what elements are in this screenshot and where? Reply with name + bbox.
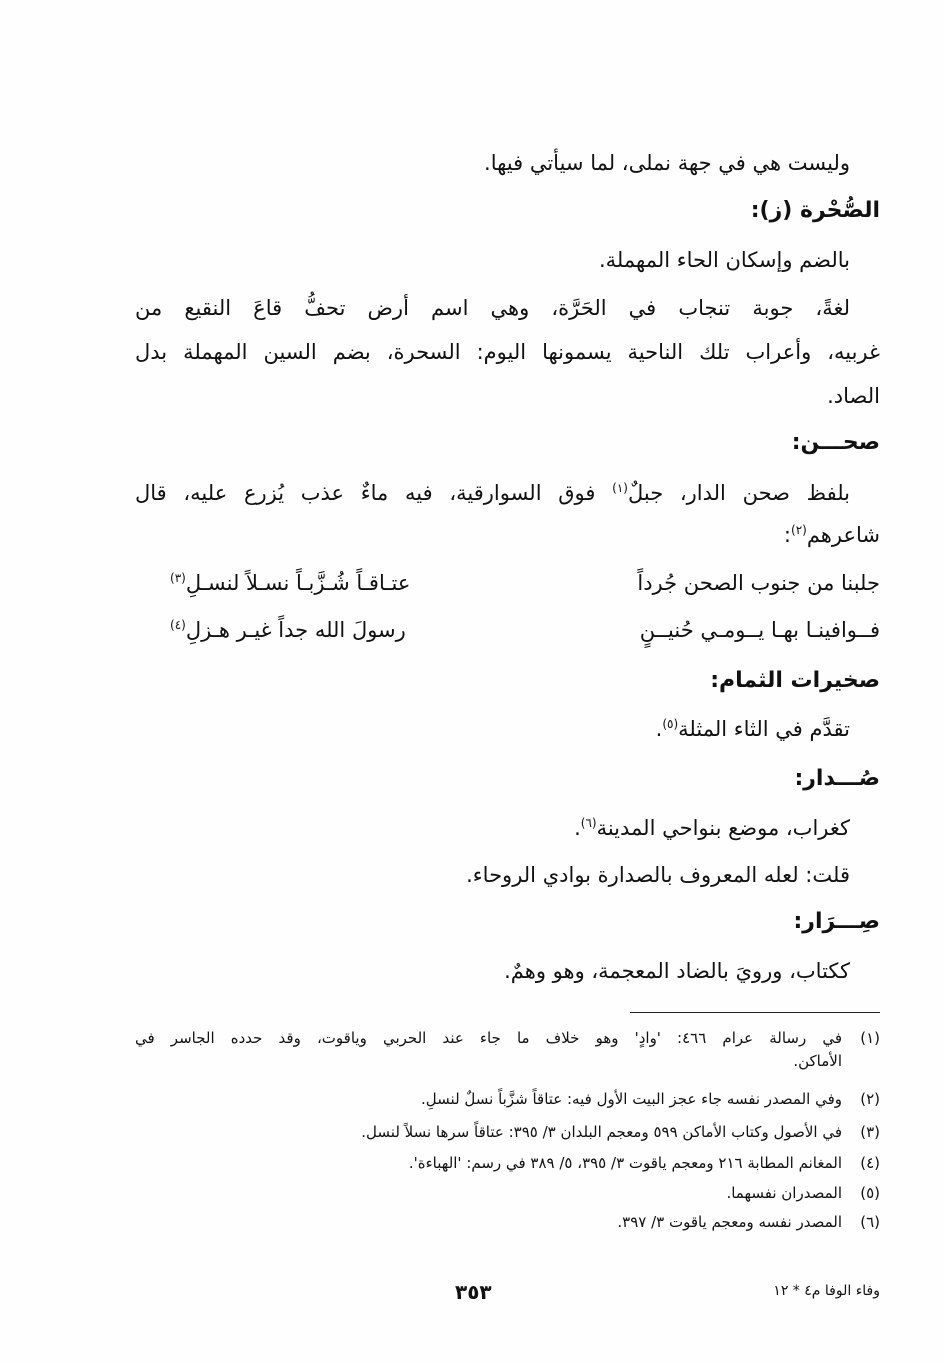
text-line-sahn-def-1 [135, 478, 880, 508]
pronunciation-text: بالضم وإسكان الحاء المهملة. [599, 248, 850, 272]
verse-line-2 [170, 615, 880, 645]
entry-heading-sahn [792, 428, 880, 458]
entry-heading-sudar [794, 764, 880, 794]
text-line-sudar-def [574, 813, 880, 843]
text-line-intro [484, 148, 880, 178]
author-note-text: قلت: لعله المعروف بالصدارة بوادي الروحاء. [466, 863, 850, 887]
heading-text: صِـــرَار: [793, 909, 880, 934]
text-line-sakhra-pronunciation [599, 245, 880, 275]
definition-text: بلفظ صحن الدار، جبلٌ [627, 481, 851, 505]
verse-text: عتـاقـاً شُـزَّبـاً نسـلاً لنسـلِ [185, 571, 411, 595]
verse-hemistich-first: جلبنا من جنوب الصحن جُرداً [637, 571, 880, 595]
text-line-sakhra-def-2 [135, 337, 880, 367]
footnote-2 [421, 1088, 880, 1110]
text-line-sudar-note [466, 860, 880, 890]
text-line-sahn-def-2 [784, 520, 880, 550]
heading-text: صُـــدار: [794, 766, 880, 791]
footnote-number: (٤) [860, 1154, 880, 1172]
verse-line-1 [170, 568, 880, 598]
footnote-ref-1[interactable]: (١) [612, 481, 628, 495]
footnote-text: الأماكن. [793, 1052, 842, 1070]
footnote-number: (٥) [860, 1184, 880, 1202]
definition-text: لغةً، جوبة تنجاب في الحَرَّة، وهي اسم أرض تحفُّ قاعَ النقيع من [135, 296, 850, 320]
text-line-sukhayrat-def [656, 714, 880, 744]
text-line-sakhra-def-1 [135, 293, 880, 323]
footnote-ref-3[interactable]: (٣) [170, 571, 186, 585]
intro-sentence: وليست هي في جهة نملى، لما سيأتي فيها. [484, 151, 850, 175]
entry-heading-sirar [793, 907, 880, 937]
footnote-ref-4[interactable]: (٤) [170, 618, 186, 632]
definition-text: فوق السوارقية، فيه ماءٌ عذب يُزرع عليه، قال [135, 481, 613, 505]
footnote-ref-5[interactable]: (٥) [662, 717, 679, 731]
heading-text: صخيرات الثمام: [710, 668, 880, 693]
footnote-3 [361, 1121, 880, 1143]
verse-hemistich-first: فــوافينـا بهـا يــومـي حُنيــنٍ [639, 618, 880, 642]
definition-text: الصاد. [827, 384, 880, 408]
footnote-4 [409, 1152, 880, 1174]
verse-text: رسولَ الله جداً غيـر هـزلِ [185, 618, 406, 642]
text-line-sakhra-def-3 [827, 381, 880, 411]
footnote-1 [135, 1027, 880, 1049]
footnote-ref-6[interactable]: (٦) [580, 816, 597, 830]
definition-text: غربيه، وأعراب تلك الناحية يسمونها اليوم: السحرة، بضم السين المهملة بدل [135, 340, 880, 364]
footnote-text: المصدران نفسهما. [726, 1184, 842, 1202]
footnote-ref-2[interactable]: (٢) [791, 523, 807, 537]
definition-text: تقدَّم في الثاء المثلة [678, 717, 850, 741]
period: . [574, 816, 581, 840]
text-line-sirar-def [504, 956, 880, 986]
footnote-number: (٦) [860, 1213, 880, 1231]
definition-text: ككتاب، ورويَ بالضاد المعجمة، وهو وهمٌ. [504, 959, 850, 983]
footnote-number: (٣) [860, 1123, 880, 1141]
verse-hemistich-second [170, 568, 410, 598]
footnote-text: المصدر نفسه ومعجم ياقوت ٣/ ٣٩٧. [617, 1213, 842, 1231]
entry-heading-sakhra [751, 196, 880, 226]
definition-text: كغراب، موضع بنواحي المدينة [596, 816, 850, 840]
heading-text: الصُّحْرة (ز): [750, 198, 880, 223]
footnote-5 [726, 1182, 880, 1204]
definition-text: شاعرهم [806, 523, 880, 547]
footnote-separator [630, 1012, 880, 1013]
verse-hemistich-second [170, 615, 406, 645]
footnote-number: (١) [860, 1029, 880, 1047]
heading-text: صحـــن: [791, 430, 880, 455]
footnote-1-continued [793, 1050, 842, 1072]
printer-signature: وفاء الوفا م٤ * ١٢ [773, 1283, 880, 1299]
footnote-text: في الأصول وكتاب الأماكن ٥٩٩ ومعجم البلدان ٣/ ٣٩٥: عتاقاً سرها نسلاً لنسل. [361, 1123, 842, 1141]
footnote-text: المغانم المطابة ٢١٦ ومعجم ياقوت ٣/ ٣٩٥، ٥/ ٣٨٩ في رسم: 'الهباءة'. [408, 1154, 842, 1172]
period: . [655, 717, 663, 741]
page-number: ٣٥٣ [455, 1280, 492, 1304]
footnote-6 [617, 1211, 880, 1233]
footnote-text: في رسالة عرام ٤٦٦: 'وادٍ' وهو خلاف ما جاء عند الحربي وياقوت، وقد حدده الجاسر في [135, 1029, 842, 1047]
footnote-text: وفي المصدر نفسه جاء عجز البيت الأول فيه: عتاقاً شزَّباً نسلٌ لنسلِ. [421, 1090, 842, 1108]
entry-heading-sukhayrat [710, 666, 880, 696]
colon: : [783, 523, 791, 547]
footnote-number: (٢) [860, 1090, 880, 1108]
